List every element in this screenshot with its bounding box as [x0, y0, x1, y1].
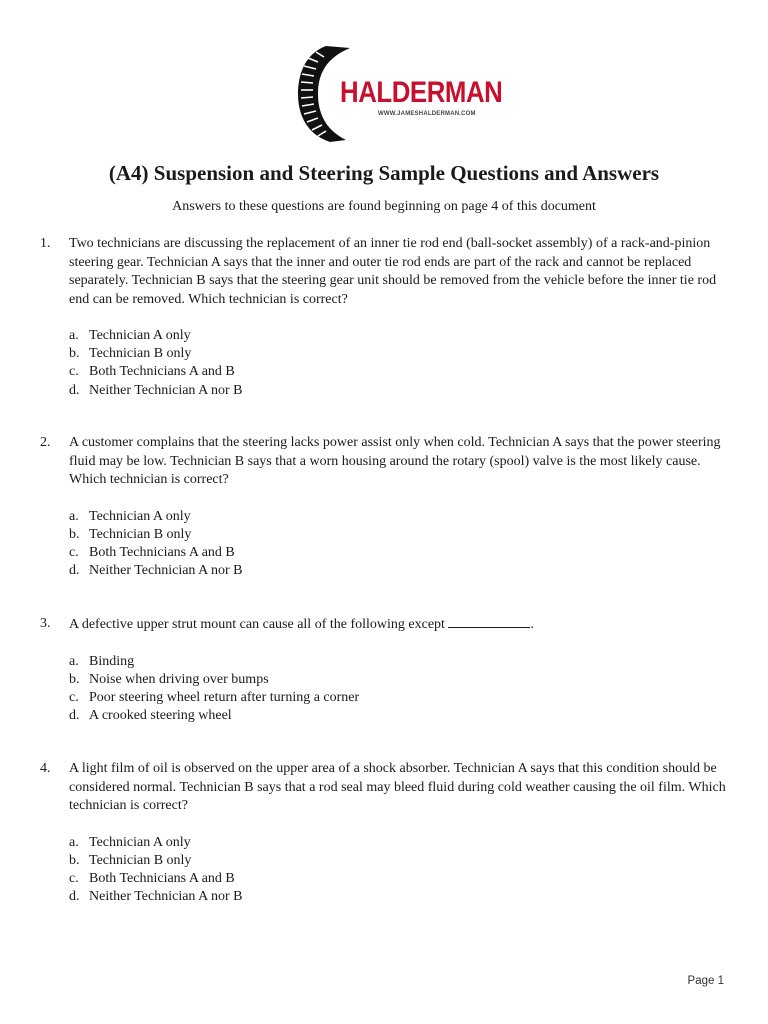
page-title: (A4) Suspension and Steering Sample Questions and Answers	[108, 161, 660, 185]
question-number: 3.	[40, 616, 51, 631]
answer-option: d. Neither Technician A nor B	[69, 382, 243, 398]
answer-option: d. A crooked steering wheel	[69, 708, 232, 724]
answer-option: a. Technician A only	[69, 834, 191, 850]
question-stem: A defective upper strut mount can cause all of the following except .	[69, 617, 534, 632]
halderman-logo	[296, 44, 503, 144]
answer-option: b. Technician B only	[69, 526, 192, 542]
answer-blank	[448, 615, 530, 628]
logo-brand-text: HALDERMAN	[340, 76, 503, 109]
answer-option: d. Neither Technician A nor B	[69, 563, 243, 579]
question-stem: A light film of oil is observed on the upper area of a shock absorber. Technician A says that this condition should be considered normal. Technician B says that a rod seal may bleed fluid during cold weather causing the oil film. Which technician is correct?	[69, 761, 726, 813]
answer-option: c. Both Technicians A and B	[69, 870, 235, 886]
question-stem: Two technicians are discussing the replacement of an inner tie rod end (ball-socket assembly) of a rack-and-pinion steering gear. Technician A says that the inner and outer tie rod ends are part of the rack and cannot be replaced separately. Technician B says that the steering gear unit should be removed from the vehicle before the inner tie rod end can be removed. Which technician is correct?	[69, 236, 717, 307]
answer-options	[69, 834, 730, 907]
answer-options	[69, 653, 730, 726]
question-number: 4.	[40, 761, 51, 776]
answer-option: c. Both Technicians A and B	[69, 544, 235, 560]
page-subtitle: Answers to these questions are found beginning on page 4 of this document	[172, 199, 596, 214]
answer-option: c. Poor steering wheel return after turning a corner	[69, 689, 360, 705]
answer-option: b. Technician B only	[69, 346, 192, 362]
answer-option: a. Binding	[69, 653, 135, 669]
logo-url-text: WWW.JAMESHALDERMAN.COM	[378, 111, 476, 117]
answer-option: d. Neither Technician A nor B	[69, 889, 243, 905]
answer-options	[69, 508, 730, 581]
question-4	[40, 760, 730, 906]
answer-option: b. Technician B only	[69, 852, 192, 868]
answer-options	[69, 327, 730, 400]
answer-option: a. Technician A only	[69, 508, 191, 524]
question-stem: A customer complains that the steering lacks power assist only when cold. Technician A says that the power steering fluid may be low. Technician B says that a worn housing around the rotary (spool) valve is the most likely cause. Which technician is correct?	[69, 435, 721, 487]
question-3	[40, 615, 730, 725]
answer-option: c. Both Technicians A and B	[69, 364, 235, 380]
answer-option: b. Noise when driving over bumps	[69, 671, 269, 687]
question-number: 1.	[40, 236, 51, 251]
question-2	[40, 434, 730, 580]
answer-option: a. Technician A only	[69, 328, 191, 343]
question-1	[40, 235, 730, 400]
page-number: Page 1	[687, 975, 724, 987]
question-number: 2.	[40, 435, 51, 450]
